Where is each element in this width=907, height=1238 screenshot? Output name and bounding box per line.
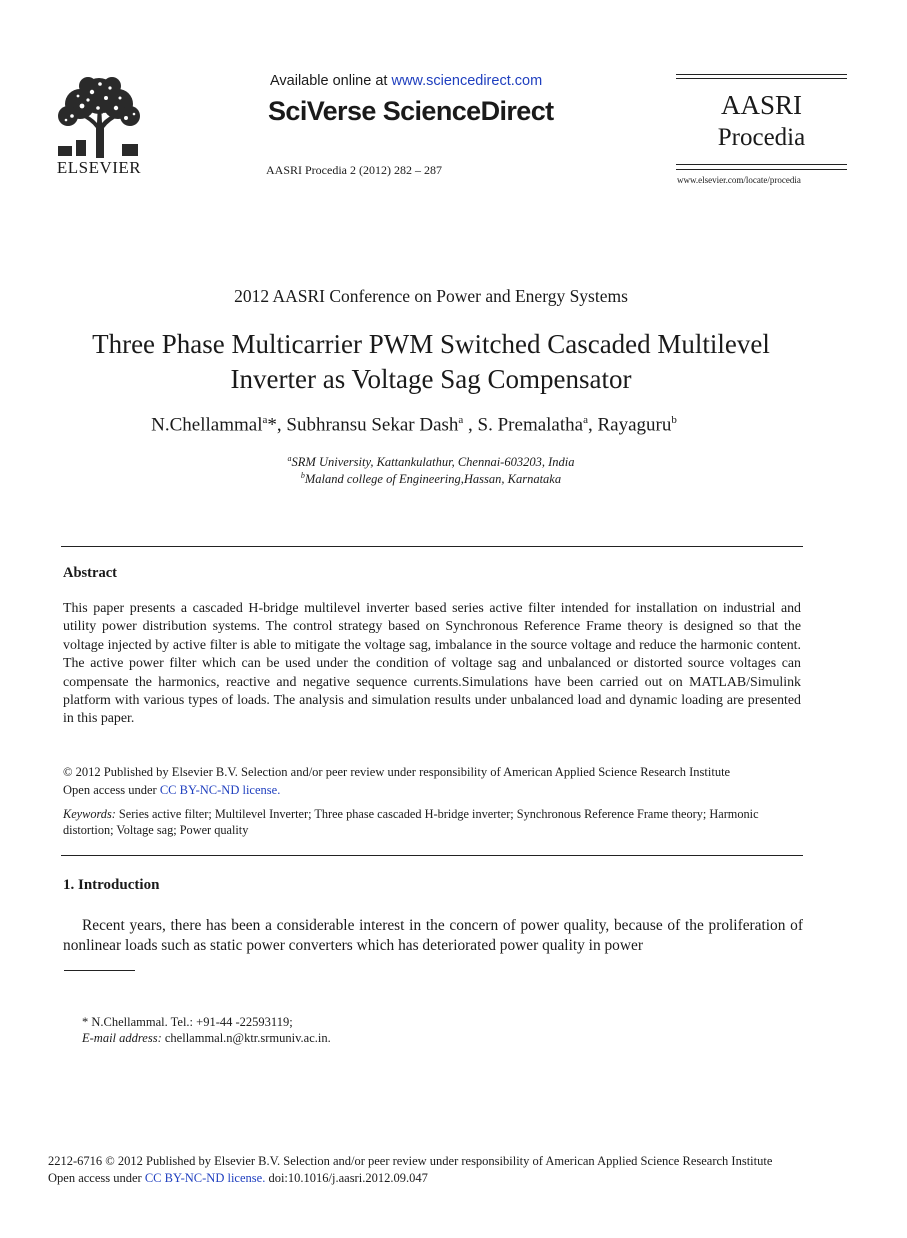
masthead-rule-bottom-1 [676,164,847,165]
affiliation-mark: b [300,471,305,480]
title-line-2: Inverter as Voltage Sag Compensator [230,364,632,394]
author-name: S. Premalatha [477,414,584,436]
affiliation-a [0,454,862,470]
open-access-label: Open access under [63,783,160,797]
affiliation-text: Maland college of Engineering,Hassan, Karnataka [304,472,562,487]
abstract-bottom-rule [61,855,803,856]
author-affiliation-mark: b [671,414,677,426]
author-affiliation-mark: a [583,414,588,426]
author-list [0,414,828,436]
email-address[interactable]: chellammal.n@ktr.srmuniv.ac.in. [161,1031,331,1045]
title-line-1: Three Phase Multicarrier PWM Switched Cascaded Multilevel [92,329,770,359]
publisher-name: ELSEVIER [56,158,142,177]
keywords [63,806,801,838]
journal-url[interactable]: www.elsevier.com/locate/procedia [677,175,801,185]
journal-name-line1: AASRI [720,90,802,120]
affiliation-text: SRM University, Kattankulathur, Chennai-603203, India [291,455,575,470]
abstract-heading: Abstract [63,565,117,581]
copyright-notice: © 2012 Published by Elsevier B.V. Selection and/or peer review under responsibility of American Applied Science Research Institute [63,765,731,779]
available-online-label: Available online at [270,73,392,89]
bottom-open-access-line [48,1171,428,1186]
paper-title [40,327,822,397]
doi[interactable]: doi:10.1016/j.aasri.2012.09.047 [265,1171,428,1185]
bottom-open-access-label: Open access under [48,1171,145,1185]
available-online-line [270,73,542,89]
footnote-contact: * N.Chellammal. Tel.: +91-44 -22593119; [82,1015,293,1029]
abstract-text: This paper presents a cascaded H-bridge multilevel inverter based series active filter intended for installation on industrial and utility power distribution systems. The control strategy based on Synchronous Reference Frame theory is designed so that the voltage injected by active filter is able to mitigate the voltage sag, imbalance in the source voltage and reduce the harmonic content. The active power filter which can be used under the condition of voltage sag and unbalanced or distorted source voltages can compensate the harmonics, reactive and negative sequence currents.Simulations have been carried out on MATLAB/Simulink platform with various types of loads. The analysis and simulation results under unbalanced load and dynamic loading are presented in this paper. [63,601,801,727]
masthead-rule-top-1 [676,74,847,75]
corresponding-mark: * [267,414,277,436]
masthead-rule-top-2 [676,78,847,79]
sciverse-sciencedirect-logo: SciVerse ScienceDirect [268,96,554,126]
author-separator: , [463,414,478,436]
author-name: Rayaguru [597,414,672,436]
author-affiliation-mark: a [458,414,464,426]
author-name: Subhransu Sekar Dash [286,414,459,436]
keywords-list: Series active filter; Multilevel Inverter; Three phase cascaded H-bridge inverter; Synchronous Reference Frame theory; Harmonic distortion; Voltage sag; Power quality [63,807,759,837]
author-separator: , [587,414,598,436]
introduction-text: Recent years, there has been a considerable interest in the concern of power quality, because of the proliferation of nonlinear loads such as static power converters which has deteriorated power quality in power [63,917,803,954]
footnote-email [82,1031,331,1046]
journal-citation: AASRI Procedia 2 (2012) 282 – 287 [266,163,442,177]
license-link[interactable]: CC BY-NC-ND license. [159,783,281,797]
issn-copyright-line: 2212-6716 © 2012 Published by Elsevier B.V. Selection and/or peer review under responsibility of American Applied Science Research Institute [48,1154,773,1168]
introduction-heading: 1. Introduction [63,877,160,893]
author-name: N.Chellammal [151,414,263,436]
author-separator: , [276,414,287,436]
sciencedirect-link[interactable]: www.sciencedirect.com [391,73,543,89]
affiliation-mark: a [287,454,292,463]
affiliation-b [0,471,862,487]
abstract-top-rule [61,546,803,547]
footnote-rule [64,970,135,971]
open-access-line [63,783,280,798]
journal-masthead [676,74,847,170]
masthead-rule-bottom-2 [676,169,847,170]
bottom-license-link[interactable]: CC BY-NC-ND license. [144,1171,266,1185]
email-label: E-mail address: [82,1031,162,1045]
keywords-label: Keywords: [63,807,116,821]
conference-name: 2012 AASRI Conference on Power and Energy Systems [234,286,628,306]
author-affiliation-mark: a [262,414,268,426]
journal-name-line2: Procedia [717,124,806,151]
